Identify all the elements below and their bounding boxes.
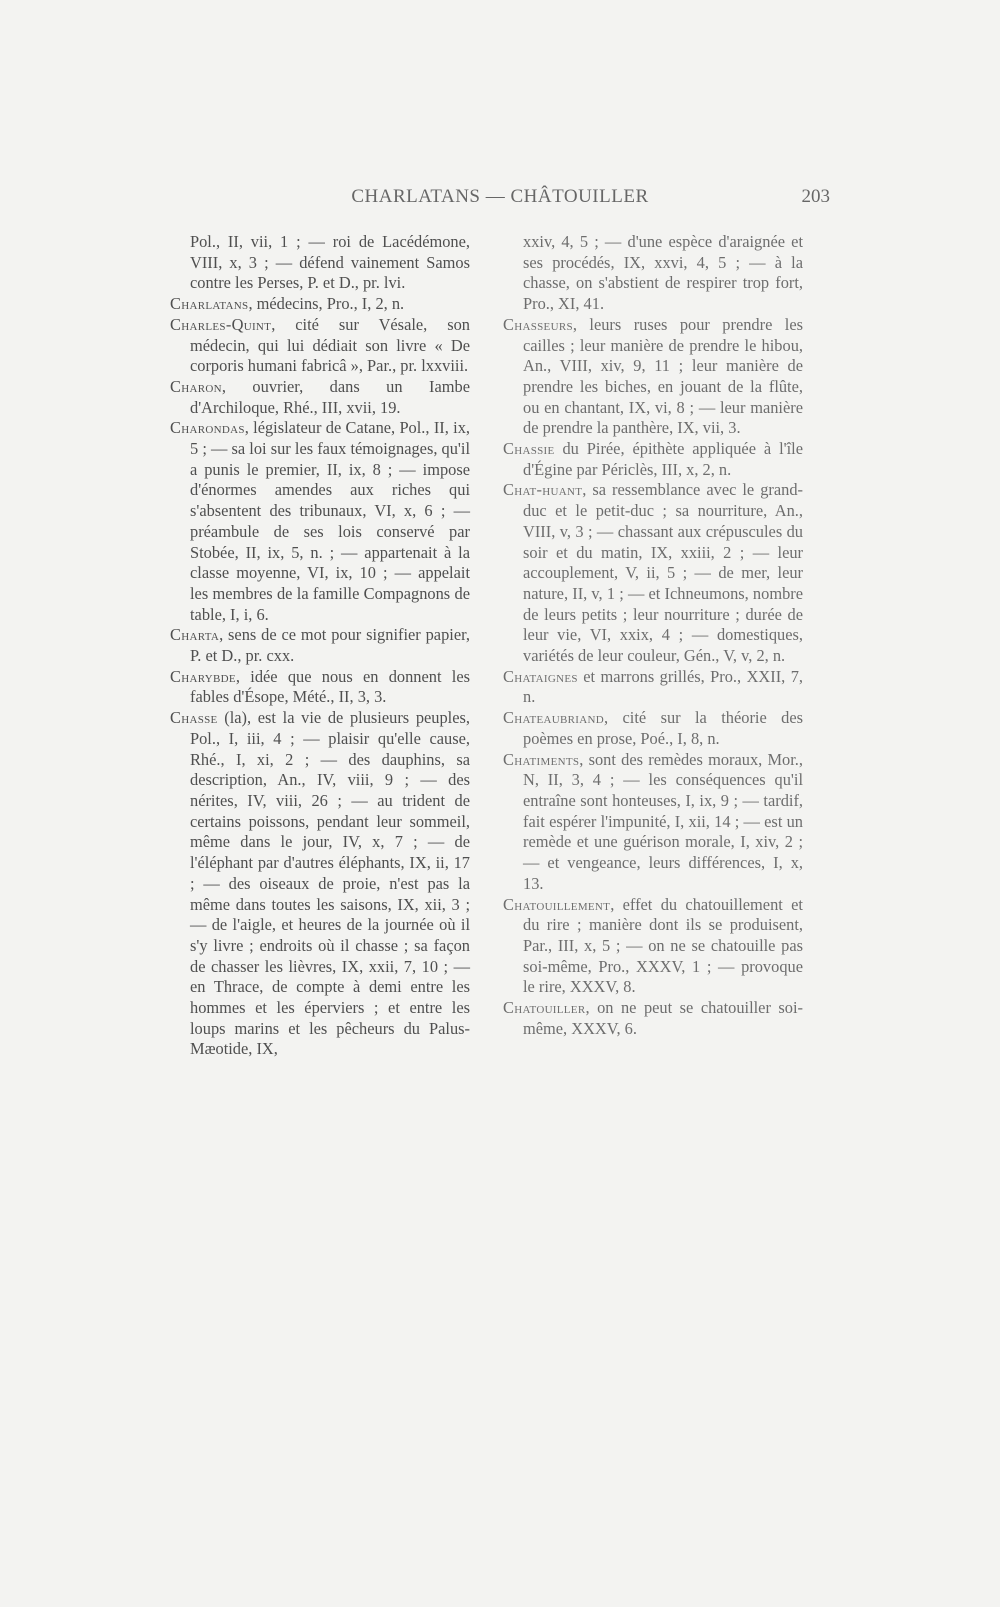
index-entry [170, 315, 470, 377]
entry-headword: Charles-Quint [170, 314, 272, 334]
entry-text: et marrons grillés, Pro., XXII, 7, n. [523, 666, 803, 707]
index-entry [170, 418, 470, 625]
right-column [503, 232, 803, 1039]
entry-text: (la), est la vie de plusieurs peuples, Pol., I, iii, 4 ; — plaisir qu'elle cause, Rhé., I, xi, 2 ; — des dauphins, sa description, An., IV, viii, 9 ; — des nérites, IV, viii, 26 ; — au trident de certains poissons, pendant leur sommeil, même dans le jour, IV, x, 7 ; — de l'éléphant par d'autres éléphants, IX, ii, 17 ; — des oiseaux de proie, n'est pas la même dans toutes les saisons, IX, xii, 3 ; — de l'aigle, et heures de la journée où il s'y livre ; endroits où il chasse ; sa façon de chasser les lièvres, IX, xxii, 7, 10 ; — en Thrace, de compte à demi entre les hommes et les éperviers ; et entre les loups marins et les pêcheurs du Palus-Mæotide, IX, [190, 708, 470, 1059]
index-entry [503, 439, 803, 480]
running-header [170, 186, 830, 216]
index-entry [170, 294, 470, 315]
index-entry [503, 232, 803, 315]
entry-text: , leurs ruses pour prendre les cailles ; leur manière de prendre le hibou, An., VIII, xiv, 9, 11 ; leur manière de prendre les biches, en jouant de la flûte, ou en chantant, IX, vi, 8 ; — leur manière de prendre la panthère, IX, vii, 3. [523, 314, 803, 438]
entry-text: , sont des remèdes moraux, Mor., N, II, 3, 4 ; — les conséquences qu'il entraîne sont honteuses, I, ix, 9 ; — tardif, fait espérer l'impunité, I, xii, 14 ; — est un remède et une guérison morale, I, xiv, 2 ; — et vengeance, leurs différences, I, x, 13. [523, 749, 803, 893]
index-entry [503, 895, 803, 999]
entry-text: , on ne peut se chatouiller soi-même, XXXV, 6. [523, 998, 803, 1038]
index-entry [170, 377, 470, 418]
entry-headword: Chasse [170, 708, 218, 728]
entry-headword: Charondas [170, 418, 245, 438]
index-entry [170, 625, 470, 666]
entry-text: Pol., II, vii, 1 ; — roi de Lacédémone, VIII, x, 3 ; — défend vainement Samos contre les Perses, P. et D., pr. lvi. [190, 232, 470, 293]
entry-headword: Chassie [503, 439, 555, 459]
entry-text: xxiv, 4, 5 ; — d'une espèce d'araignée et ses procédés, IX, xxvi, 4, 5 ; — à la chasse, on s'abstient de respirer trop fort, Pro., XI, 41. [523, 232, 803, 314]
index-entry [503, 315, 803, 439]
entry-headword: Chat-huant [503, 480, 583, 500]
left-column [170, 232, 470, 1060]
entry-text: du Pirée, épithète appliquée à l'île d'Égine par Périclès, III, x, 2, n. [523, 439, 803, 479]
entry-headword: Charta [170, 625, 220, 645]
entry-headword: Chateaubriand [503, 708, 604, 728]
entry-headword: Chataignes [503, 666, 578, 686]
index-entry [503, 750, 803, 895]
index-entry [503, 708, 803, 749]
entry-headword: Chasseurs [503, 314, 573, 334]
entry-text: , effet du chatouillement et du rire ; manière dont ils se produisent, Par., III, x, 5 ; — on ne se chatouille pas soi-même, Pro., XXXV, 1 ; — provoque le rire, XXXV, 8. [523, 894, 803, 997]
running-title: CHARLATANS — CHÂTOUILLER [351, 186, 649, 207]
entry-headword: Chatouiller [503, 998, 586, 1018]
page-number: 203 [801, 186, 830, 207]
entry-text: , idée que nous en donnent les fables d'Ésope, Mété., II, 3, 3. [190, 666, 470, 707]
entry-text: , sens de ce mot pour signifier papier, P. et D., pr. cxx. [190, 625, 470, 666]
entry-headword: Chatiments [503, 749, 580, 769]
entry-text: , ouvrier, dans un Iambe d'Archiloque, Rhé., III, xvii, 19. [190, 376, 470, 417]
entry-headword: Charybde [170, 666, 236, 686]
index-entry [503, 667, 803, 708]
entry-text: , sa ressemblance avec le grand-duc et le petit-duc ; sa nourriture, An., VIII, v, 3 ; — chassant aux crépuscules du soir et du matin, IX, xxiii, 2 ; — leur accouplement, V, ii, 5 ; — de mer, leur nature, II, v, 1 ; — et Ichneumons, nombre de leurs petits ; leur nourriture ; durée de leur vie, VI, xxix, 4 ; — domestiques, variétés de leur couleur, Gén., V, v, 2, n. [523, 480, 803, 666]
index-entry [170, 708, 470, 1060]
entry-text: , médecins, Pro., I, 2, n. [248, 294, 405, 314]
entry-headword: Charlatans [170, 294, 249, 314]
entry-text: , cité sur la théorie des poèmes en prose, Poé., I, 8, n. [523, 708, 803, 748]
entry-headword: Charon [170, 376, 222, 396]
index-entry [170, 232, 470, 294]
entry-headword: Chatouillement [503, 894, 611, 914]
index-entry [503, 998, 803, 1039]
index-entry [170, 667, 470, 708]
entry-text: , cité sur Vésale, son médecin, qui lui dédiait son livre « De corporis humani fabricâ », Par., pr. lxxviii. [190, 314, 470, 376]
index-entry [503, 480, 803, 666]
entry-text: , législateur de Catane, Pol., II, ix, 5 ; — sa loi sur les faux témoignages, qu'il a punis le premier, II, ix, 8 ; — impose d'énormes amendes aux riches qui s'absentent des tribunaux, VI, x, 6 ; — préambule de ses lois conservé par Stobée, II, ix, 5, n. ; — appartenait à la classe moyenne, VI, ix, 10 ; — appelait les membres de la famille Compagnons de table, I, i, 6. [190, 418, 470, 624]
